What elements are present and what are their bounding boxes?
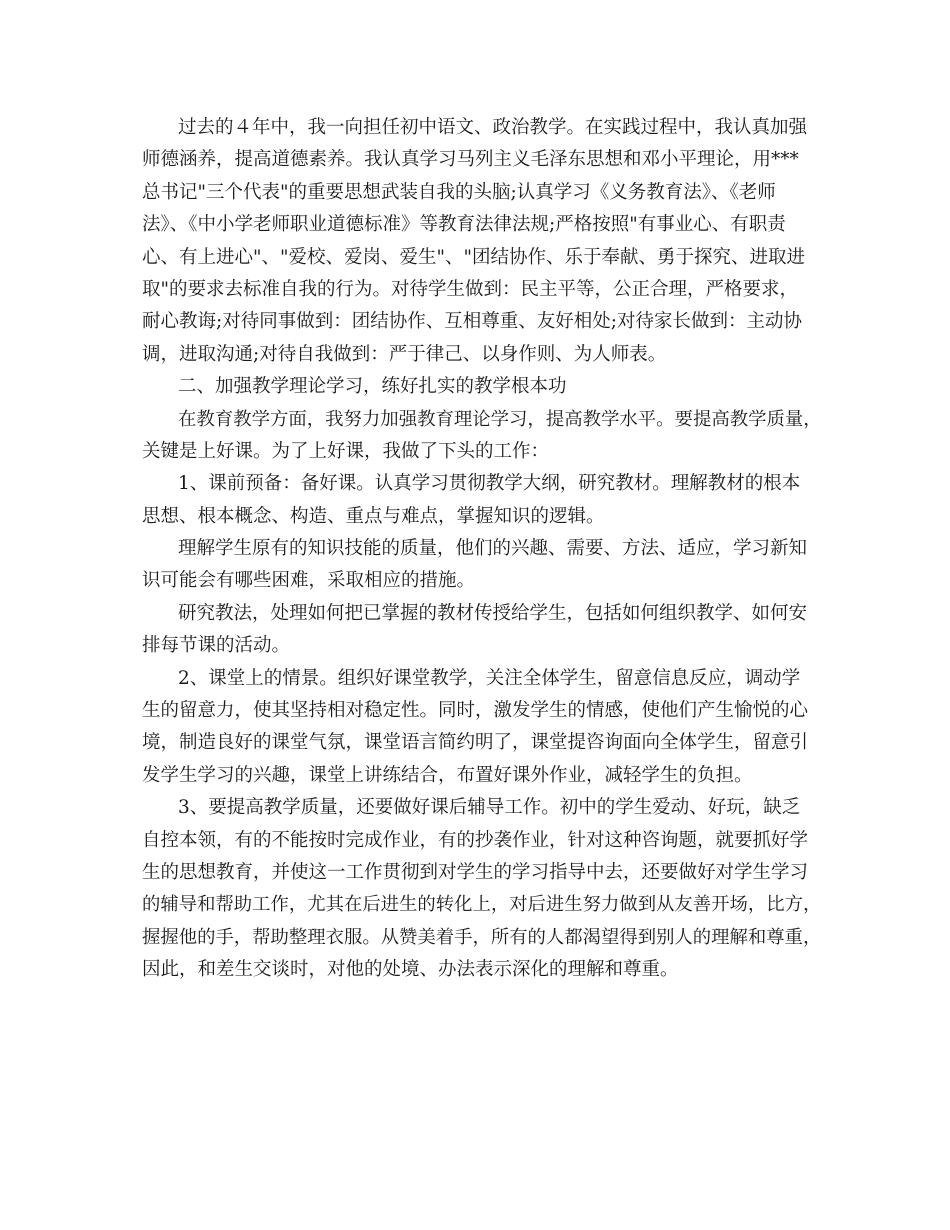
text-line: 法》、《中小学老师职业道德标准》等教育法律法规;严格按照"有事业心、有职责 — [142, 214, 786, 236]
text-line: 思想、根本概念、构造、重点与难点，掌握知识的逻辑。 — [142, 505, 605, 527]
text-line: 自控本领，有的不能按时完成作业，有的抄袭作业，针对这种咨询题，就要抓好学 — [142, 829, 809, 851]
text-line: 理解学生原有的知识技能的质量，他们的兴趣、需要、方法、适应，学习新知 — [178, 538, 808, 560]
text-line: 排每节课的活动。 — [142, 635, 291, 657]
text-line: 1、课前预备：备好课。认真学习贯彻教学大纲，研究教材。理解教材的根本 — [178, 473, 801, 495]
text-line: 3、要提高教学质量，还要做好课后辅导工作。初中的学生爱动、好玩，缺乏 — [178, 797, 801, 819]
text-line: 境，制造良好的课堂气氛，课堂语言简约明了，课堂提咨询面向全体学生，留意引 — [142, 732, 809, 754]
text-line: 师德涵养，提高道德素养。我认真学习马列主义毛泽东思想和邓小平理论，用*** — [142, 149, 799, 171]
text-line: 握握他的手，帮助整理衣服。从赞美着手，所有的人都渴望得到别人的理解和尊重， — [142, 926, 822, 948]
document-body — [142, 112, 822, 987]
text-line: 生的留意力，使其坚持相对稳定性。同时，激发学生的情感，使他们产生愉悦的心 — [142, 700, 809, 722]
text-line: 发学生学习的兴趣，课堂上讲练结合，布置好课外作业，减轻学生的负担。 — [142, 764, 753, 786]
text-line: 耐心教诲;对待同事做到：团结协作、互相尊重、友好相处;对待家长做到：主动协 — [142, 311, 802, 333]
text-line: 的辅导和帮助工作，尤其在后进生的转化上，对后进生努力做到从友善开场，比方， — [142, 894, 822, 916]
text-line: 关键是上好课。为了上好课，我做了下头的工作： — [142, 440, 550, 462]
text-line: 2、课堂上的情景。组织好课堂教学，关注全体学生，留意信息反应，调动学 — [178, 667, 801, 689]
text-line: 因此，和差生交谈时，对他的处境、办法表示深化的理解和尊重。 — [142, 959, 679, 981]
text-line: 识可能会有哪些困难，采取相应的措施。 — [142, 570, 476, 592]
text-line: 过去的４年中，我一向担任初中语文、政治教学。在实践过程中，我认真加强 — [178, 117, 808, 138]
text-line: 取"的要求去标准自我的行为。对待学生做到：民主平等，公正合理，严格要求， — [142, 278, 799, 300]
text-line: 总书记"三个代表"的重要思想武装自我的头脑;认真学习《义务教育法》、《老师 — [142, 181, 776, 203]
text-line: 生的思想教育，并使这一工作贯彻到对学生的学习指导中去，还要做好对学生学习 — [142, 861, 809, 883]
text-line: 心、有上进心"、"爱校、爱岗、爱生"、"团结协作、乐于奉献、勇于探究、进取进 — [142, 246, 806, 268]
text-line: 二、加强教学理论学习，练好扎实的教学根本功 — [178, 376, 567, 398]
text-line: 在教育教学方面，我努力加强教育理论学习，提高教学水平。要提高教学质量， — [178, 408, 822, 430]
text-line: 调，进取沟通;对待自我做到：严于律己、以身作则、为人师表。 — [142, 343, 667, 365]
text-line: 研究教法，处理如何把已掌握的教材传授给学生，包括如何组织教学、如何安 — [178, 602, 808, 624]
